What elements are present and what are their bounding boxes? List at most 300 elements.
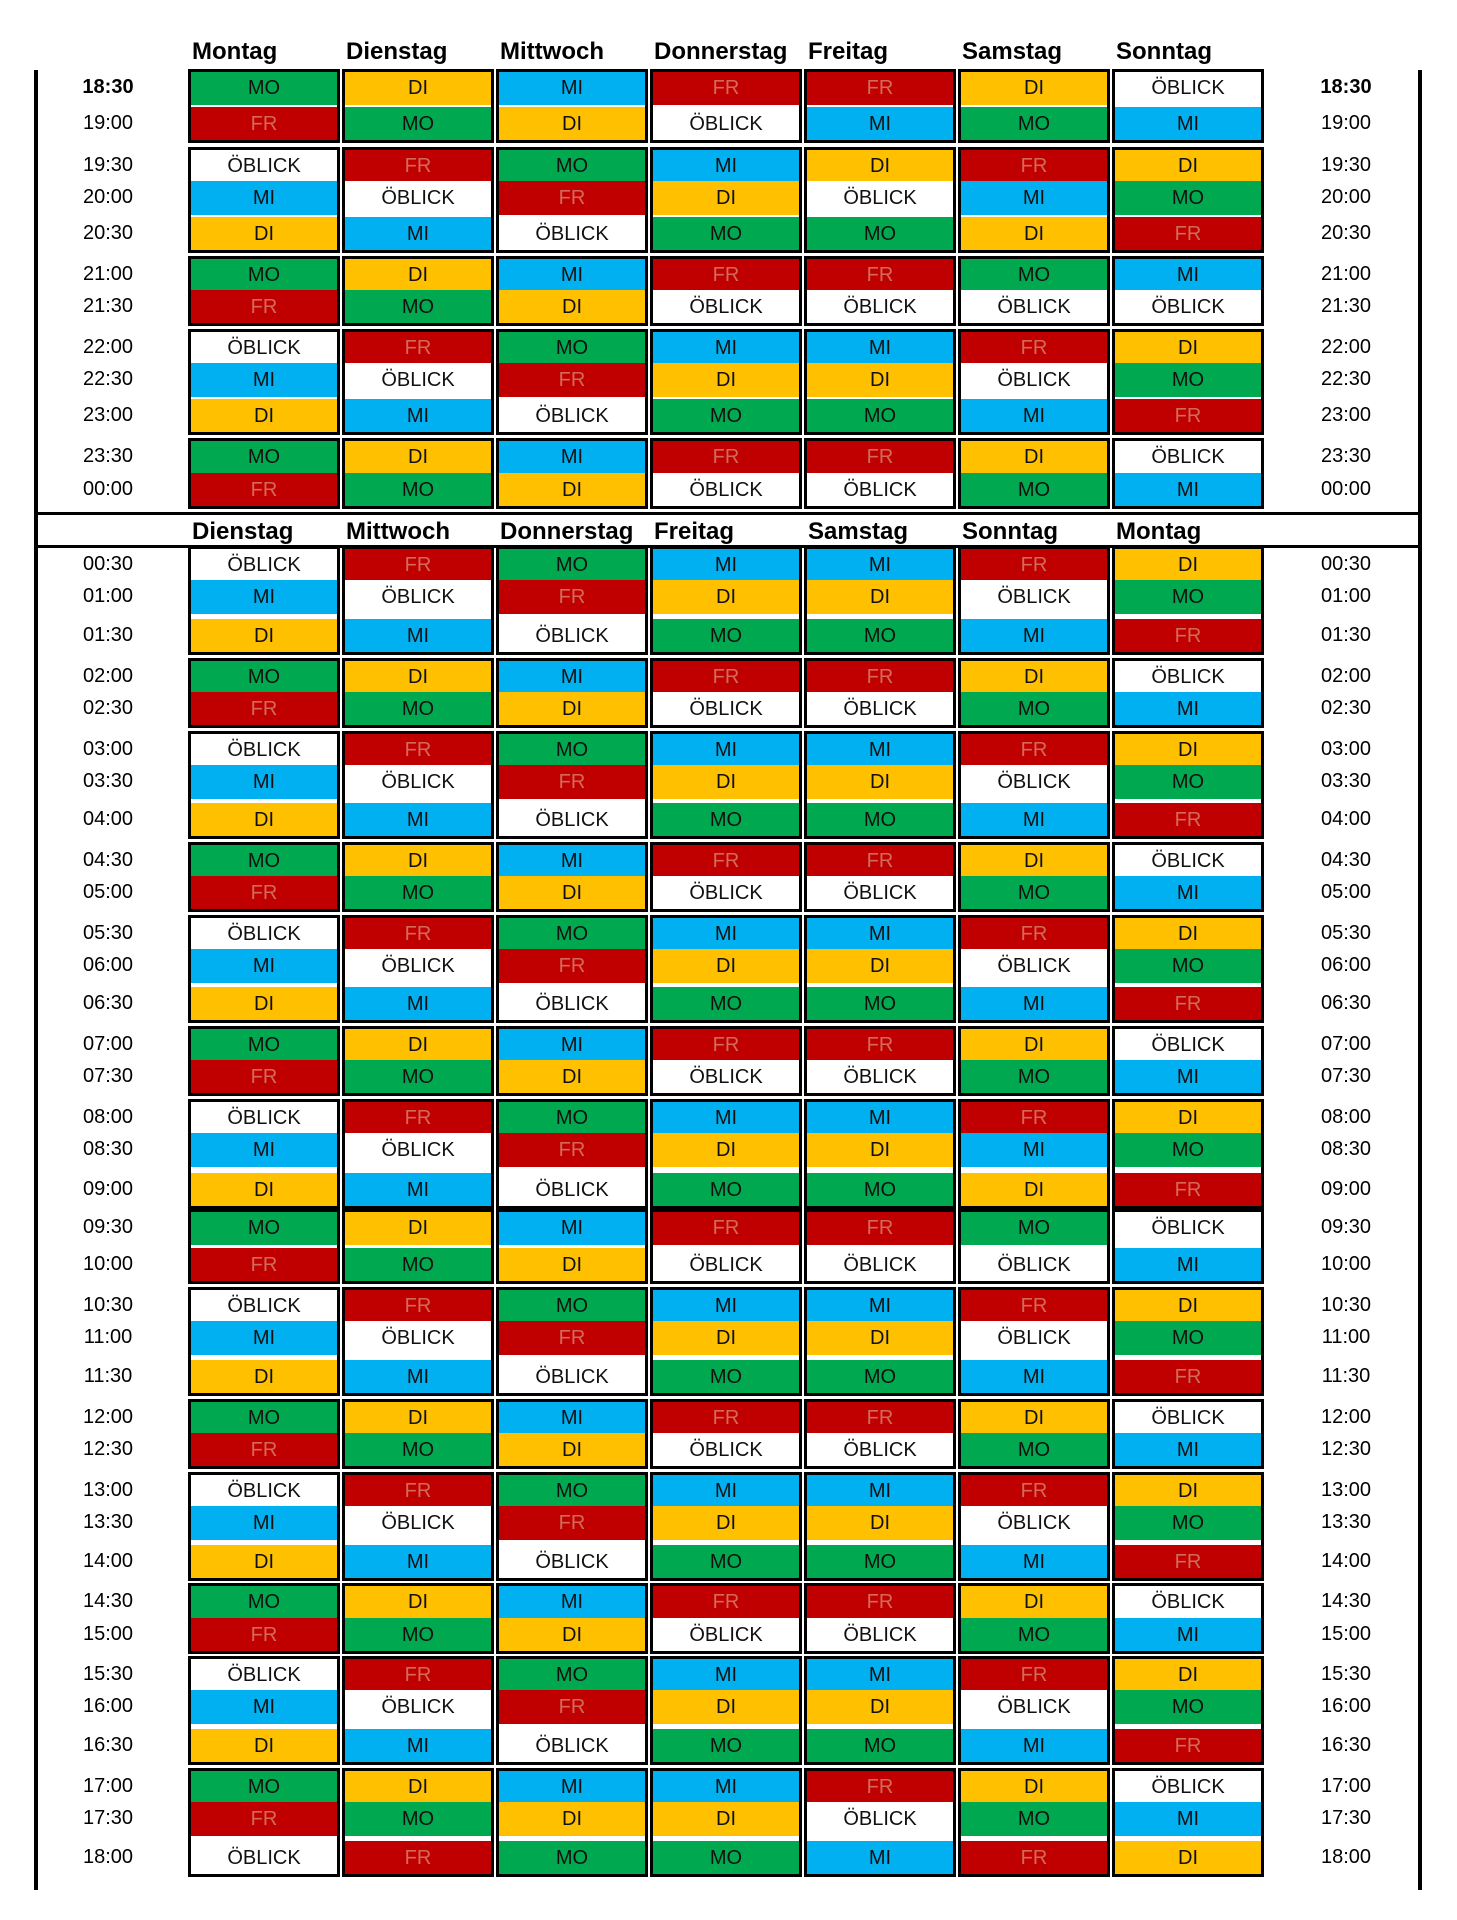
schedule-cell-mo[interactable]: MO — [498, 1289, 646, 1323]
schedule-cell-mo[interactable]: MO — [1114, 1133, 1262, 1167]
schedule-cell-di[interactable]: DI — [960, 1401, 1108, 1435]
schedule-cell-di[interactable]: DI — [344, 440, 492, 474]
schedule-cell-oeblick[interactable]: ÖBLICK — [806, 1802, 954, 1836]
schedule-cell-oeblick[interactable]: ÖBLICK — [498, 1360, 646, 1394]
schedule-cell-mo[interactable]: MO — [498, 1658, 646, 1692]
schedule-cell-di[interactable]: DI — [1114, 1658, 1262, 1692]
schedule-cell-fr[interactable]: FR — [344, 1289, 492, 1323]
schedule-cell-mo[interactable]: MO — [960, 876, 1108, 910]
schedule-cell-fr[interactable]: FR — [652, 1211, 800, 1245]
schedule-cell-fr[interactable]: FR — [960, 733, 1108, 767]
schedule-cell-oeblick[interactable]: ÖBLICK — [498, 1545, 646, 1579]
schedule-cell-mi[interactable]: MI — [1114, 1433, 1262, 1467]
schedule-cell-mi[interactable]: MI — [1114, 692, 1262, 726]
schedule-cell-mi[interactable]: MI — [960, 1133, 1108, 1167]
schedule-cell-mo[interactable]: MO — [498, 917, 646, 951]
schedule-cell-di[interactable]: DI — [190, 1360, 338, 1394]
schedule-cell-di[interactable]: DI — [498, 1060, 646, 1094]
schedule-cell-mo[interactable]: MO — [344, 1433, 492, 1467]
schedule-cell-di[interactable]: DI — [1114, 917, 1262, 951]
schedule-cell-fr[interactable]: FR — [1114, 619, 1262, 653]
schedule-cell-mo[interactable]: MO — [190, 1401, 338, 1435]
schedule-cell-oeblick[interactable]: ÖBLICK — [806, 1433, 954, 1467]
schedule-cell-mi[interactable]: MI — [1114, 1060, 1262, 1094]
schedule-cell-mo[interactable]: MO — [344, 1802, 492, 1836]
schedule-cell-di[interactable]: DI — [960, 217, 1108, 251]
schedule-cell-di[interactable]: DI — [190, 1173, 338, 1207]
schedule-cell-fr[interactable]: FR — [190, 876, 338, 910]
schedule-cell-di[interactable]: DI — [344, 1585, 492, 1619]
schedule-cell-mi[interactable]: MI — [806, 1474, 954, 1508]
schedule-cell-di[interactable]: DI — [960, 71, 1108, 105]
schedule-cell-di[interactable]: DI — [960, 1770, 1108, 1804]
schedule-cell-di[interactable]: DI — [1114, 1841, 1262, 1875]
schedule-cell-fr[interactable]: FR — [498, 580, 646, 614]
schedule-cell-oeblick[interactable]: ÖBLICK — [190, 1841, 338, 1875]
schedule-cell-di[interactable]: DI — [652, 363, 800, 397]
schedule-cell-mi[interactable]: MI — [806, 548, 954, 582]
schedule-cell-mo[interactable]: MO — [960, 1060, 1108, 1094]
schedule-cell-oeblick[interactable]: ÖBLICK — [190, 733, 338, 767]
schedule-cell-mo[interactable]: MO — [806, 619, 954, 653]
schedule-cell-mi[interactable]: MI — [190, 1506, 338, 1540]
schedule-cell-di[interactable]: DI — [652, 949, 800, 983]
schedule-cell-fr[interactable]: FR — [190, 290, 338, 324]
schedule-cell-mi[interactable]: MI — [652, 548, 800, 582]
schedule-cell-mo[interactable]: MO — [652, 1841, 800, 1875]
schedule-cell-di[interactable]: DI — [344, 660, 492, 694]
schedule-cell-oeblick[interactable]: ÖBLICK — [960, 290, 1108, 324]
schedule-cell-fr[interactable]: FR — [806, 71, 954, 105]
schedule-cell-oeblick[interactable]: ÖBLICK — [498, 1173, 646, 1207]
schedule-cell-mi[interactable]: MI — [806, 1841, 954, 1875]
schedule-cell-di[interactable]: DI — [806, 363, 954, 397]
schedule-cell-fr[interactable]: FR — [1114, 217, 1262, 251]
schedule-cell-oeblick[interactable]: ÖBLICK — [498, 399, 646, 433]
schedule-cell-mo[interactable]: MO — [344, 876, 492, 910]
schedule-cell-mi[interactable]: MI — [1114, 473, 1262, 507]
schedule-cell-oeblick[interactable]: ÖBLICK — [806, 1060, 954, 1094]
schedule-cell-mi[interactable]: MI — [344, 1729, 492, 1763]
schedule-cell-oeblick[interactable]: ÖBLICK — [1114, 1211, 1262, 1245]
schedule-cell-oeblick[interactable]: ÖBLICK — [652, 1618, 800, 1652]
schedule-cell-mo[interactable]: MO — [1114, 1321, 1262, 1355]
schedule-cell-oeblick[interactable]: ÖBLICK — [652, 473, 800, 507]
schedule-cell-mi[interactable]: MI — [498, 1028, 646, 1062]
schedule-cell-di[interactable]: DI — [960, 1585, 1108, 1619]
schedule-cell-fr[interactable]: FR — [344, 1658, 492, 1692]
schedule-cell-mo[interactable]: MO — [652, 987, 800, 1021]
schedule-cell-mi[interactable]: MI — [344, 987, 492, 1021]
schedule-cell-di[interactable]: DI — [344, 1028, 492, 1062]
schedule-cell-mi[interactable]: MI — [190, 363, 338, 397]
schedule-cell-mi[interactable]: MI — [498, 258, 646, 292]
schedule-cell-mi[interactable]: MI — [652, 917, 800, 951]
schedule-cell-oeblick[interactable]: ÖBLICK — [806, 290, 954, 324]
schedule-cell-di[interactable]: DI — [960, 844, 1108, 878]
schedule-cell-mo[interactable]: MO — [498, 733, 646, 767]
schedule-cell-mi[interactable]: MI — [960, 181, 1108, 215]
schedule-cell-mo[interactable]: MO — [806, 1360, 954, 1394]
schedule-cell-mi[interactable]: MI — [498, 660, 646, 694]
schedule-cell-oeblick[interactable]: ÖBLICK — [960, 580, 1108, 614]
schedule-cell-di[interactable]: DI — [806, 149, 954, 183]
schedule-cell-fr[interactable]: FR — [190, 473, 338, 507]
schedule-cell-fr[interactable]: FR — [190, 1060, 338, 1094]
schedule-cell-fr[interactable]: FR — [1114, 1545, 1262, 1579]
schedule-cell-mo[interactable]: MO — [960, 1618, 1108, 1652]
schedule-cell-fr[interactable]: FR — [344, 1841, 492, 1875]
schedule-cell-fr[interactable]: FR — [806, 1211, 954, 1245]
schedule-cell-di[interactable]: DI — [1114, 1289, 1262, 1323]
schedule-cell-mo[interactable]: MO — [498, 149, 646, 183]
schedule-cell-fr[interactable]: FR — [960, 1101, 1108, 1135]
schedule-cell-oeblick[interactable]: ÖBLICK — [960, 765, 1108, 799]
schedule-cell-mi[interactable]: MI — [652, 1289, 800, 1323]
schedule-cell-di[interactable]: DI — [190, 987, 338, 1021]
schedule-cell-oeblick[interactable]: ÖBLICK — [190, 548, 338, 582]
schedule-cell-oeblick[interactable]: ÖBLICK — [190, 1658, 338, 1692]
schedule-cell-fr[interactable]: FR — [498, 1133, 646, 1167]
schedule-cell-di[interactable]: DI — [498, 1802, 646, 1836]
schedule-cell-fr[interactable]: FR — [960, 1289, 1108, 1323]
schedule-cell-oeblick[interactable]: ÖBLICK — [652, 876, 800, 910]
schedule-cell-oeblick[interactable]: ÖBLICK — [344, 1506, 492, 1540]
schedule-cell-fr[interactable]: FR — [960, 917, 1108, 951]
schedule-cell-fr[interactable]: FR — [344, 331, 492, 365]
schedule-cell-di[interactable]: DI — [652, 1802, 800, 1836]
schedule-cell-oeblick[interactable]: ÖBLICK — [498, 1729, 646, 1763]
schedule-cell-fr[interactable]: FR — [652, 258, 800, 292]
schedule-cell-mi[interactable]: MI — [190, 1321, 338, 1355]
schedule-cell-di[interactable]: DI — [1114, 548, 1262, 582]
schedule-cell-di[interactable]: DI — [190, 399, 338, 433]
schedule-cell-mi[interactable]: MI — [960, 1729, 1108, 1763]
schedule-cell-fr[interactable]: FR — [1114, 1173, 1262, 1207]
schedule-cell-oeblick[interactable]: ÖBLICK — [652, 692, 800, 726]
schedule-cell-oeblick[interactable]: ÖBLICK — [960, 1690, 1108, 1724]
schedule-cell-fr[interactable]: FR — [1114, 987, 1262, 1021]
schedule-cell-oeblick[interactable]: ÖBLICK — [806, 1248, 954, 1282]
schedule-cell-mo[interactable]: MO — [1114, 580, 1262, 614]
schedule-cell-oeblick[interactable]: ÖBLICK — [190, 1289, 338, 1323]
schedule-cell-di[interactable]: DI — [806, 1506, 954, 1540]
schedule-cell-mo[interactable]: MO — [806, 217, 954, 251]
schedule-cell-fr[interactable]: FR — [190, 692, 338, 726]
schedule-cell-oeblick[interactable]: ÖBLICK — [190, 1101, 338, 1135]
schedule-cell-fr[interactable]: FR — [498, 949, 646, 983]
schedule-cell-mo[interactable]: MO — [344, 473, 492, 507]
schedule-cell-fr[interactable]: FR — [652, 440, 800, 474]
schedule-cell-mi[interactable]: MI — [1114, 1802, 1262, 1836]
schedule-cell-mi[interactable]: MI — [1114, 1248, 1262, 1282]
schedule-cell-mi[interactable]: MI — [190, 765, 338, 799]
schedule-cell-fr[interactable]: FR — [498, 1506, 646, 1540]
schedule-cell-mi[interactable]: MI — [806, 331, 954, 365]
schedule-cell-mo[interactable]: MO — [1114, 949, 1262, 983]
schedule-cell-di[interactable]: DI — [652, 580, 800, 614]
schedule-cell-oeblick[interactable]: ÖBLICK — [806, 692, 954, 726]
schedule-cell-fr[interactable]: FR — [344, 149, 492, 183]
schedule-cell-mo[interactable]: MO — [344, 107, 492, 141]
schedule-cell-mo[interactable]: MO — [652, 1173, 800, 1207]
schedule-cell-fr[interactable]: FR — [960, 1474, 1108, 1508]
schedule-cell-di[interactable]: DI — [806, 949, 954, 983]
schedule-cell-mo[interactable]: MO — [806, 1173, 954, 1207]
schedule-cell-mi[interactable]: MI — [960, 399, 1108, 433]
schedule-cell-mo[interactable]: MO — [1114, 363, 1262, 397]
schedule-cell-fr[interactable]: FR — [1114, 803, 1262, 837]
schedule-cell-fr[interactable]: FR — [498, 363, 646, 397]
schedule-cell-mi[interactable]: MI — [960, 803, 1108, 837]
schedule-cell-mo[interactable]: MO — [498, 1474, 646, 1508]
schedule-cell-fr[interactable]: FR — [652, 1585, 800, 1619]
schedule-cell-mo[interactable]: MO — [498, 331, 646, 365]
schedule-cell-oeblick[interactable]: ÖBLICK — [344, 1133, 492, 1167]
schedule-cell-mo[interactable]: MO — [1114, 765, 1262, 799]
schedule-cell-oeblick[interactable]: ÖBLICK — [652, 1060, 800, 1094]
schedule-cell-oeblick[interactable]: ÖBLICK — [1114, 1401, 1262, 1435]
schedule-cell-mo[interactable]: MO — [960, 1433, 1108, 1467]
schedule-cell-fr[interactable]: FR — [806, 1028, 954, 1062]
schedule-cell-oeblick[interactable]: ÖBLICK — [190, 1474, 338, 1508]
schedule-cell-oeblick[interactable]: ÖBLICK — [344, 765, 492, 799]
schedule-cell-fr[interactable]: FR — [190, 1433, 338, 1467]
schedule-cell-di[interactable]: DI — [960, 660, 1108, 694]
schedule-cell-di[interactable]: DI — [960, 1028, 1108, 1062]
schedule-cell-di[interactable]: DI — [1114, 733, 1262, 767]
schedule-cell-fr[interactable]: FR — [1114, 1729, 1262, 1763]
schedule-cell-di[interactable]: DI — [652, 1690, 800, 1724]
schedule-cell-fr[interactable]: FR — [344, 733, 492, 767]
schedule-cell-fr[interactable]: FR — [652, 844, 800, 878]
schedule-cell-mo[interactable]: MO — [960, 692, 1108, 726]
schedule-cell-mo[interactable]: MO — [498, 1841, 646, 1875]
schedule-cell-mi[interactable]: MI — [652, 1770, 800, 1804]
schedule-cell-di[interactable]: DI — [652, 1133, 800, 1167]
schedule-cell-fr[interactable]: FR — [806, 660, 954, 694]
schedule-cell-oeblick[interactable]: ÖBLICK — [344, 949, 492, 983]
schedule-cell-fr[interactable]: FR — [806, 1585, 954, 1619]
schedule-cell-di[interactable]: DI — [652, 181, 800, 215]
schedule-cell-mo[interactable]: MO — [652, 1360, 800, 1394]
schedule-cell-di[interactable]: DI — [344, 1401, 492, 1435]
schedule-cell-mo[interactable]: MO — [190, 1211, 338, 1245]
schedule-cell-di[interactable]: DI — [498, 876, 646, 910]
schedule-cell-fr[interactable]: FR — [652, 660, 800, 694]
schedule-cell-mi[interactable]: MI — [344, 1173, 492, 1207]
schedule-cell-di[interactable]: DI — [498, 290, 646, 324]
schedule-cell-fr[interactable]: FR — [344, 1474, 492, 1508]
schedule-cell-di[interactable]: DI — [806, 1321, 954, 1355]
schedule-cell-mi[interactable]: MI — [190, 1133, 338, 1167]
schedule-cell-mo[interactable]: MO — [652, 1729, 800, 1763]
schedule-cell-fr[interactable]: FR — [498, 1321, 646, 1355]
schedule-cell-di[interactable]: DI — [806, 1690, 954, 1724]
schedule-cell-mi[interactable]: MI — [652, 331, 800, 365]
schedule-cell-mo[interactable]: MO — [1114, 1506, 1262, 1540]
schedule-cell-fr[interactable]: FR — [190, 1802, 338, 1836]
schedule-cell-di[interactable]: DI — [344, 1770, 492, 1804]
schedule-cell-oeblick[interactable]: ÖBLICK — [498, 803, 646, 837]
schedule-cell-oeblick[interactable]: ÖBLICK — [806, 473, 954, 507]
schedule-cell-di[interactable]: DI — [190, 619, 338, 653]
schedule-cell-mo[interactable]: MO — [344, 1060, 492, 1094]
schedule-cell-mo[interactable]: MO — [960, 1211, 1108, 1245]
schedule-cell-mi[interactable]: MI — [498, 1211, 646, 1245]
schedule-cell-oeblick[interactable]: ÖBLICK — [498, 217, 646, 251]
schedule-cell-mi[interactable]: MI — [1114, 876, 1262, 910]
schedule-cell-mo[interactable]: MO — [806, 1729, 954, 1763]
schedule-cell-mo[interactable]: MO — [1114, 181, 1262, 215]
schedule-cell-oeblick[interactable]: ÖBLICK — [960, 949, 1108, 983]
schedule-cell-mo[interactable]: MO — [190, 1028, 338, 1062]
schedule-cell-oeblick[interactable]: ÖBLICK — [652, 1248, 800, 1282]
schedule-cell-oeblick[interactable]: ÖBLICK — [960, 1248, 1108, 1282]
schedule-cell-mi[interactable]: MI — [344, 619, 492, 653]
schedule-cell-oeblick[interactable]: ÖBLICK — [1114, 844, 1262, 878]
schedule-cell-di[interactable]: DI — [652, 765, 800, 799]
schedule-cell-mi[interactable]: MI — [190, 181, 338, 215]
schedule-cell-di[interactable]: DI — [652, 1506, 800, 1540]
schedule-cell-mi[interactable]: MI — [190, 949, 338, 983]
schedule-cell-fr[interactable]: FR — [960, 1841, 1108, 1875]
schedule-cell-mo[interactable]: MO — [190, 660, 338, 694]
schedule-cell-di[interactable]: DI — [1114, 149, 1262, 183]
schedule-cell-mo[interactable]: MO — [344, 1248, 492, 1282]
schedule-cell-mi[interactable]: MI — [960, 987, 1108, 1021]
schedule-cell-mi[interactable]: MI — [960, 619, 1108, 653]
schedule-cell-fr[interactable]: FR — [498, 181, 646, 215]
schedule-cell-mi[interactable]: MI — [344, 803, 492, 837]
schedule-cell-mi[interactable]: MI — [344, 217, 492, 251]
schedule-cell-mi[interactable]: MI — [498, 71, 646, 105]
schedule-cell-mi[interactable]: MI — [806, 1101, 954, 1135]
schedule-cell-mo[interactable]: MO — [652, 803, 800, 837]
schedule-cell-mo[interactable]: MO — [806, 803, 954, 837]
schedule-cell-di[interactable]: DI — [806, 1133, 954, 1167]
schedule-cell-mi[interactable]: MI — [652, 1474, 800, 1508]
schedule-cell-oeblick[interactable]: ÖBLICK — [344, 181, 492, 215]
schedule-cell-mi[interactable]: MI — [652, 733, 800, 767]
schedule-cell-mo[interactable]: MO — [190, 71, 338, 105]
schedule-cell-di[interactable]: DI — [960, 440, 1108, 474]
schedule-cell-mo[interactable]: MO — [498, 548, 646, 582]
schedule-cell-di[interactable]: DI — [498, 692, 646, 726]
schedule-cell-oeblick[interactable]: ÖBLICK — [344, 1321, 492, 1355]
schedule-cell-mo[interactable]: MO — [344, 1618, 492, 1652]
schedule-cell-fr[interactable]: FR — [652, 71, 800, 105]
schedule-cell-oeblick[interactable]: ÖBLICK — [960, 1506, 1108, 1540]
schedule-cell-mi[interactable]: MI — [806, 917, 954, 951]
schedule-cell-mi[interactable]: MI — [190, 580, 338, 614]
schedule-cell-mi[interactable]: MI — [806, 733, 954, 767]
schedule-cell-oeblick[interactable]: ÖBLICK — [1114, 1028, 1262, 1062]
schedule-cell-di[interactable]: DI — [190, 217, 338, 251]
schedule-cell-di[interactable]: DI — [344, 844, 492, 878]
schedule-cell-oeblick[interactable]: ÖBLICK — [1114, 1585, 1262, 1619]
schedule-cell-di[interactable]: DI — [960, 1173, 1108, 1207]
schedule-cell-mo[interactable]: MO — [652, 217, 800, 251]
schedule-cell-mo[interactable]: MO — [652, 1545, 800, 1579]
schedule-cell-oeblick[interactable]: ÖBLICK — [344, 1690, 492, 1724]
schedule-cell-fr[interactable]: FR — [806, 1401, 954, 1435]
schedule-cell-fr[interactable]: FR — [806, 1770, 954, 1804]
schedule-cell-di[interactable]: DI — [498, 1433, 646, 1467]
schedule-cell-fr[interactable]: FR — [190, 1248, 338, 1282]
schedule-cell-fr[interactable]: FR — [190, 107, 338, 141]
schedule-cell-mi[interactable]: MI — [1114, 258, 1262, 292]
schedule-cell-mo[interactable]: MO — [652, 399, 800, 433]
schedule-cell-di[interactable]: DI — [498, 1248, 646, 1282]
schedule-cell-oeblick[interactable]: ÖBLICK — [1114, 290, 1262, 324]
schedule-cell-mi[interactable]: MI — [498, 1770, 646, 1804]
schedule-cell-oeblick[interactable]: ÖBLICK — [344, 580, 492, 614]
schedule-cell-mo[interactable]: MO — [960, 107, 1108, 141]
schedule-cell-fr[interactable]: FR — [652, 1028, 800, 1062]
schedule-cell-mi[interactable]: MI — [806, 107, 954, 141]
schedule-cell-mo[interactable]: MO — [498, 1101, 646, 1135]
schedule-cell-fr[interactable]: FR — [960, 149, 1108, 183]
schedule-cell-mi[interactable]: MI — [960, 1360, 1108, 1394]
schedule-cell-fr[interactable]: FR — [960, 548, 1108, 582]
schedule-cell-mi[interactable]: MI — [498, 844, 646, 878]
schedule-cell-di[interactable]: DI — [652, 1321, 800, 1355]
schedule-cell-oeblick[interactable]: ÖBLICK — [1114, 1770, 1262, 1804]
schedule-cell-mo[interactable]: MO — [190, 844, 338, 878]
schedule-cell-di[interactable]: DI — [190, 1545, 338, 1579]
schedule-cell-mi[interactable]: MI — [190, 1690, 338, 1724]
schedule-cell-mi[interactable]: MI — [652, 149, 800, 183]
schedule-cell-mo[interactable]: MO — [806, 987, 954, 1021]
schedule-cell-di[interactable]: DI — [344, 71, 492, 105]
schedule-cell-mi[interactable]: MI — [652, 1101, 800, 1135]
schedule-cell-mo[interactable]: MO — [806, 1545, 954, 1579]
schedule-cell-oeblick[interactable]: ÖBLICK — [652, 107, 800, 141]
schedule-cell-di[interactable]: DI — [498, 473, 646, 507]
schedule-cell-oeblick[interactable]: ÖBLICK — [960, 363, 1108, 397]
schedule-cell-di[interactable]: DI — [806, 580, 954, 614]
schedule-cell-fr[interactable]: FR — [960, 331, 1108, 365]
schedule-cell-oeblick[interactable]: ÖBLICK — [498, 619, 646, 653]
schedule-cell-mo[interactable]: MO — [960, 1802, 1108, 1836]
schedule-cell-mo[interactable]: MO — [190, 1770, 338, 1804]
schedule-cell-oeblick[interactable]: ÖBLICK — [190, 149, 338, 183]
schedule-cell-fr[interactable]: FR — [498, 1690, 646, 1724]
schedule-cell-mi[interactable]: MI — [344, 1545, 492, 1579]
schedule-cell-oeblick[interactable]: ÖBLICK — [806, 181, 954, 215]
schedule-cell-di[interactable]: DI — [498, 107, 646, 141]
schedule-cell-fr[interactable]: FR — [190, 1618, 338, 1652]
schedule-cell-di[interactable]: DI — [344, 1211, 492, 1245]
schedule-cell-fr[interactable]: FR — [498, 765, 646, 799]
schedule-cell-mo[interactable]: MO — [344, 692, 492, 726]
schedule-cell-fr[interactable]: FR — [806, 844, 954, 878]
schedule-cell-mi[interactable]: MI — [498, 440, 646, 474]
schedule-cell-mi[interactable]: MI — [960, 1545, 1108, 1579]
schedule-cell-fr[interactable]: FR — [344, 1101, 492, 1135]
schedule-cell-mo[interactable]: MO — [960, 473, 1108, 507]
schedule-cell-oeblick[interactable]: ÖBLICK — [190, 917, 338, 951]
schedule-cell-oeblick[interactable]: ÖBLICK — [652, 1433, 800, 1467]
schedule-cell-fr[interactable]: FR — [960, 1658, 1108, 1692]
schedule-cell-di[interactable]: DI — [190, 803, 338, 837]
schedule-cell-mo[interactable]: MO — [1114, 1690, 1262, 1724]
schedule-cell-fr[interactable]: FR — [652, 1401, 800, 1435]
schedule-cell-oeblick[interactable]: ÖBLICK — [344, 363, 492, 397]
schedule-cell-mo[interactable]: MO — [190, 258, 338, 292]
schedule-cell-mi[interactable]: MI — [344, 1360, 492, 1394]
